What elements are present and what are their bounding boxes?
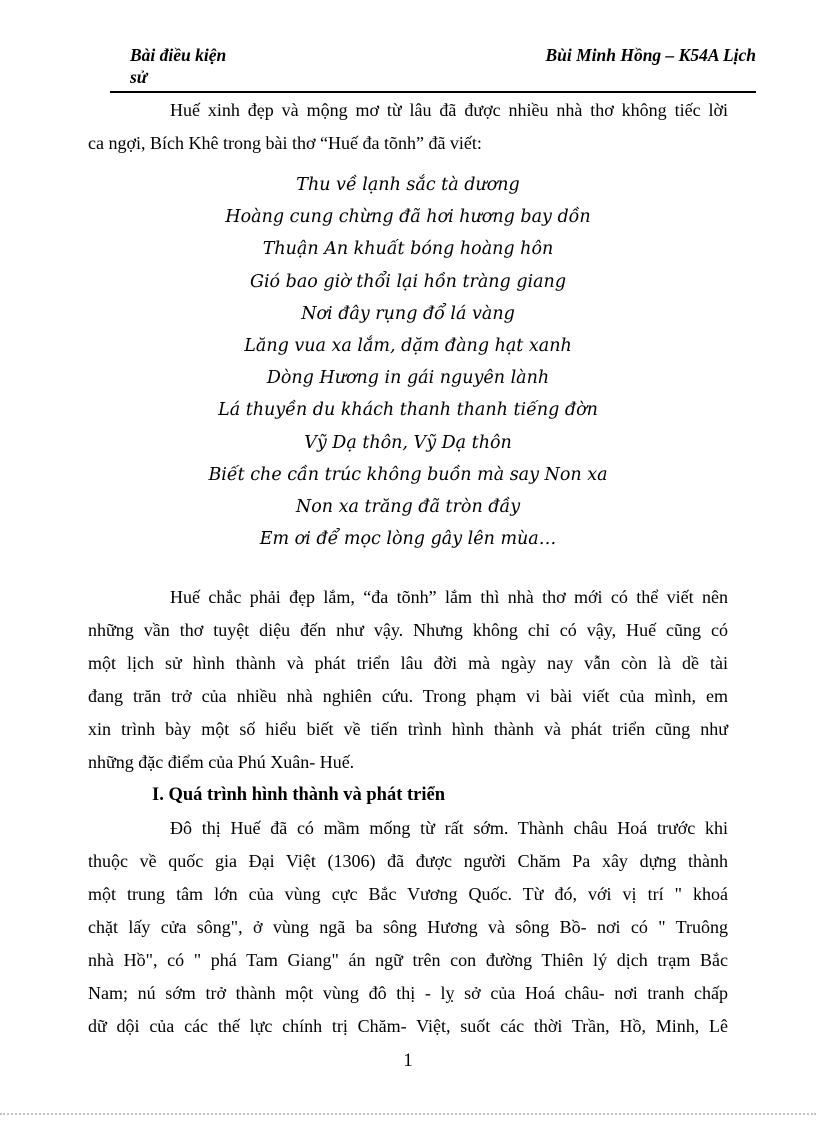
poem-line: Non xa trăng đã tròn đầy: [295, 497, 521, 518]
intro-paragraph: [88, 94, 728, 160]
header-course-title: [110, 44, 226, 88]
text-line: Huế xinh đẹp và mộng mơ từ lâu đã được nhiều nhà thơ không tiếc lời: [170, 100, 728, 120]
section-heading: I. Quá trình hình thành và phát triển: [152, 785, 446, 805]
poem-line: Biết che cần trúc không buồn mà say Non xa: [208, 464, 608, 485]
text-line: ca ngợi, Bích Khê trong bài thơ “Huế đa tõnh” đã viết:: [88, 133, 482, 153]
page-number: 1: [403, 1051, 413, 1071]
poem-line: Lăng vua xa lắm, dặm đàng hạt xanh: [244, 336, 572, 357]
poem-line: Gió bao giờ thổi lại hồn tràng giang: [249, 271, 567, 292]
poem-line: Lá thuyền du khách thanh thanh tiếng đờn: [218, 400, 598, 421]
body-paragraph-2: [88, 581, 728, 779]
header-course-title-line2: sử: [130, 67, 148, 87]
text-line: đang trăn trở của nhiều nhà nghiên cứu. Trong phạm vi bài viết của mình, em: [88, 686, 728, 706]
text-line: những đặc điểm của Phú Xuân- Huế.: [88, 752, 355, 772]
poem-line: Thu về lạnh sắc tà dương: [296, 175, 520, 195]
text-line: Huế chắc phải đẹp lắm, “đa tõnh” lắm thì nhà thơ mới có thể viết nên: [170, 587, 728, 607]
poem-line: Nơi đây rụng đổ lá vàng: [301, 303, 515, 324]
text-line: dữ dội của các thế lực chính trị Chăm- Việt, suốt các thời Trần, Hồ, Minh, Lê: [88, 1016, 728, 1036]
poem-line: Dòng Hương in gái nguyên lành: [266, 368, 550, 389]
header-course-title-line1: Bài điều kiện: [130, 45, 227, 65]
poem-line: Thuận An khuất bóng hoàng hôn: [262, 239, 554, 260]
poem-line: Em ơi để mọc lòng gây lên mùa…: [259, 529, 557, 550]
page-header: [110, 44, 756, 93]
text-line: một trung tâm lớn của vùng cực Bắc Vương Quốc. Từ đó, với vị trí " khoá: [88, 884, 728, 904]
poem-line: Hoàng cung chừng đã hơi hương bay dồn: [225, 207, 591, 228]
poem: [88, 169, 728, 555]
text-line: một lịch sử hình thành và phát triển lâu đời mà ngày nay vẫn còn là dề tài: [88, 653, 728, 673]
text-line: Đô thị Huế đã có mầm mống từ rất sớm. Thành châu Hoá trước khi: [170, 818, 728, 838]
text-line: Nam; nú sớm trở thành một vùng đô thị - lỵ sở của Hoá châu- nơi tranh chấp: [88, 983, 728, 1003]
text-line: xin trình bày một số hiểu biết về tiến trình hình thành và phát triển cũng như: [88, 719, 728, 739]
poem-line: Vỹ Dạ thôn, Vỹ Dạ thôn: [304, 432, 512, 453]
text-line: thuộc về quốc gia Đại Việt (1306) đã được người Chăm Pa xây dựng thành: [88, 851, 728, 871]
header-author: Bùi Minh Hồng – K54A Lịch: [545, 45, 756, 65]
page-break-indicator: [0, 1113, 816, 1115]
text-line: chặt lấy cửa sông", ở vùng ngã ba sông Hương và sông Bồ- nơi có " Truông: [88, 917, 728, 937]
body-paragraph-3: [88, 812, 728, 1043]
text-line: những vần thơ tuyệt diệu đến như vậy. Nhưng không chỉ có vậy, Huế cũng có: [88, 620, 728, 640]
text-line: nhà Hồ", có " phá Tam Giang" án ngữ trên con đường Thiên lý dịch trạm Bắc: [88, 950, 728, 970]
